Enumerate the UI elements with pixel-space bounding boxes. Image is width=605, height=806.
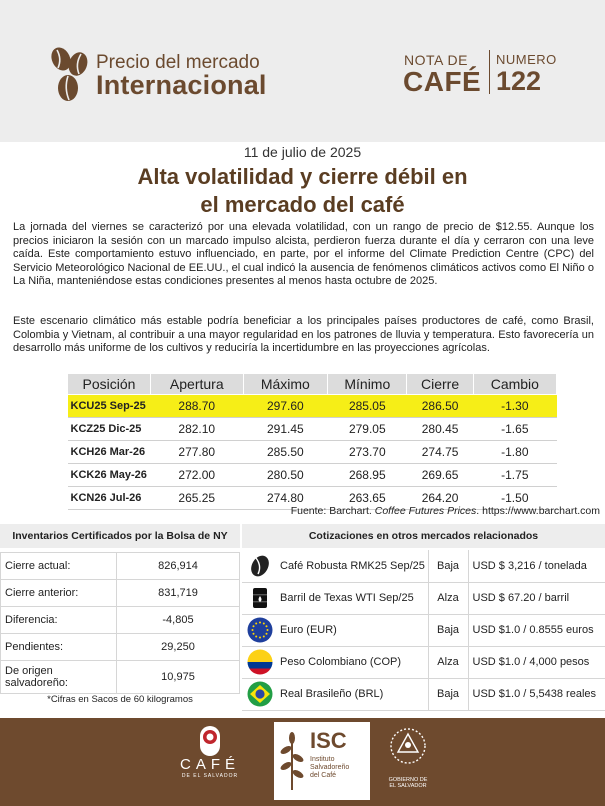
- price-table-header: [68, 374, 557, 395]
- change-cell: -1.75: [473, 464, 556, 487]
- close-cell: 274.75: [407, 441, 473, 464]
- table-row: [1, 580, 240, 607]
- inventories-table: [0, 552, 240, 694]
- close-cell: 264.20: [407, 487, 473, 510]
- source-citation: [0, 505, 600, 517]
- change-cell: -1.50: [473, 487, 556, 510]
- quote-value: USD $1.0 / 5,5438 reales: [468, 678, 605, 710]
- inventories-panel: [0, 524, 240, 718]
- isc-line3: del Café: [310, 772, 337, 779]
- isc-title: ISC: [310, 728, 347, 753]
- col-header: Cierre: [407, 374, 473, 395]
- oil-barrel-icon: [247, 585, 273, 611]
- isc-logo: [274, 722, 370, 800]
- source-prefix: Fuente: Barchart.: [290, 505, 375, 517]
- col-header: Máximo: [243, 374, 328, 395]
- isc-line2: Salvadoreño: [310, 764, 350, 771]
- col-header: Apertura: [151, 374, 244, 395]
- low-cell: 273.70: [328, 441, 407, 464]
- quote-name: Peso Colombiano (COP): [278, 646, 428, 678]
- inventory-value: 10,975: [117, 661, 240, 694]
- open-cell: 272.00: [151, 464, 244, 487]
- isc-subtitle: [310, 756, 349, 780]
- table-row: [242, 550, 605, 582]
- numero-label: NUMERO: [496, 52, 557, 67]
- coffee-plant-icon: [278, 730, 306, 792]
- table-row: [1, 661, 240, 694]
- footer-cafe-sub: DE EL SALVADOR: [181, 773, 239, 779]
- article-paragraph-2: Este escenario climático más estable podría beneficiar a los principales países productores de café, como Brasil, Colombia y Vietnam, al contribuir a una mayor regularidad en los patrones de lluvia y temperatura. Esto favorecería un desarrollo más uniforme de los cultivos y reduciría la incertidumbre en las proyecciones agrícolas.: [13, 315, 594, 354]
- close-cell: 280.45: [407, 418, 473, 441]
- quotes-table: [242, 550, 605, 711]
- headline-line1: Alta volatilidad y cierre débil en: [137, 164, 468, 189]
- header-banner: [0, 0, 605, 142]
- col-header: Mínimo: [328, 374, 407, 395]
- high-cell: 285.50: [243, 441, 328, 464]
- quote-direction: Baja: [428, 614, 468, 646]
- article-headline: [0, 163, 605, 219]
- gobierno-text: [378, 777, 438, 789]
- change-cell: -1.30: [473, 395, 556, 418]
- open-cell: 277.80: [151, 441, 244, 464]
- high-cell: 280.50: [243, 464, 328, 487]
- high-cell: 291.45: [243, 418, 328, 441]
- inventory-value: 29,250: [117, 634, 240, 661]
- brand-title-line1: Precio del mercado: [96, 52, 260, 73]
- coffee-beans-icon: [48, 46, 90, 104]
- national-seal-icon: [388, 724, 428, 770]
- quote-direction: Baja: [428, 550, 468, 582]
- low-cell: 263.65: [328, 487, 407, 510]
- source-url: . https://www.barchart.com: [476, 505, 600, 517]
- gob-line2: EL SALVADOR: [389, 783, 427, 789]
- quote-name: Barril de Texas WTI Sep/25: [278, 582, 428, 614]
- colombia-flag-icon: [247, 649, 273, 675]
- quote-value: USD $1.0 / 4,000 pesos: [468, 646, 605, 678]
- change-cell: -1.65: [473, 418, 556, 441]
- inventories-note: *Cifras en Sacos de 60 kilogramos: [47, 694, 193, 705]
- quote-value: USD $1.0 / 0.8555 euros: [468, 614, 605, 646]
- position-cell: KCZ25 Dic-25: [68, 418, 151, 441]
- coffee-bean-icon: [247, 553, 273, 579]
- quotes-panel: [242, 524, 605, 718]
- quotes-title: Cotizaciones en otros mercados relacionados: [242, 524, 605, 548]
- inventory-value: 831,719: [117, 580, 240, 607]
- position-cell: KCH26 Mar-26: [68, 441, 151, 464]
- quote-direction: Alza: [428, 646, 468, 678]
- nota-de-label: NOTA DE: [404, 52, 468, 68]
- col-header: Posición: [68, 374, 151, 395]
- inventory-value: -4,805: [117, 607, 240, 634]
- article-date: 11 de julio de 2025: [243, 144, 362, 160]
- quote-value: USD $ 67.20 / barril: [468, 582, 605, 614]
- footer: [0, 718, 605, 806]
- quote-direction: Alza: [428, 582, 468, 614]
- quote-name: Euro (EUR): [278, 614, 428, 646]
- quote-name: Real Brasileño (BRL): [278, 678, 428, 710]
- inventory-value: 826,914: [117, 553, 240, 580]
- low-cell: 279.05: [328, 418, 407, 441]
- table-row: [242, 678, 605, 710]
- table-row: [68, 395, 557, 418]
- cafe-label: CAFÉ: [403, 66, 482, 97]
- brazil-flag-icon: [247, 681, 273, 707]
- table-row: [68, 441, 557, 464]
- inventories-title: Inventarios Certificados por la Bolsa de NY: [0, 524, 240, 548]
- brand-title-line2: Internacional: [96, 70, 267, 100]
- source-title: Coffee Futures Prices: [374, 505, 477, 517]
- open-cell: 282.10: [151, 418, 244, 441]
- close-cell: 269.65: [407, 464, 473, 487]
- low-cell: 285.05: [328, 395, 407, 418]
- quote-direction: Baja: [428, 678, 468, 710]
- table-row: [1, 553, 240, 580]
- header-divider: [489, 50, 490, 94]
- table-row: [68, 418, 557, 441]
- headline-line2: el mercado del café: [200, 192, 405, 217]
- cafe-el-salvador-logo: [165, 724, 255, 779]
- table-row: [242, 614, 605, 646]
- inventory-label: Pendientes:: [1, 634, 117, 661]
- low-cell: 268.95: [328, 464, 407, 487]
- isc-line1: Instituto: [310, 756, 335, 763]
- high-cell: 297.60: [243, 395, 328, 418]
- quote-value: USD $ 3,216 / tonelada: [468, 550, 605, 582]
- table-row: [1, 634, 240, 661]
- close-cell: 286.50: [407, 395, 473, 418]
- footer-cafe-word: CAFÉ: [179, 756, 240, 773]
- coffee-cup-icon: [197, 724, 223, 758]
- table-row: [68, 464, 557, 487]
- eu-flag-icon: [247, 617, 273, 643]
- article-paragraph-1: La jornada del viernes se caracterizó por una elevada volatilidad, con un rango de precio de $12.55. Aunque los precios iniciaron la sesión con un marcado impulso alcista, perdieron fuerza durante el día y cerraron con una leve caída. Este comportamiento estuvo influenciado, en parte, por el informe del Climate Prediction Centre (CPC) del Servicio Meteorológico Nacional de EE.UU., el cual indicó la ausencia de fenómenos climáticos activos como El Niño o La Niña, manteniéndose estas condiciones presentes al menos hasta octubre de 2025.: [13, 221, 594, 287]
- issue-number: 122: [496, 66, 542, 96]
- inventory-label: Cierre actual:: [1, 553, 117, 580]
- inventory-label: Diferencia:: [1, 607, 117, 634]
- inventory-label: Cierre anterior:: [1, 580, 117, 607]
- table-row: [1, 607, 240, 634]
- gobierno-logo: [378, 724, 438, 789]
- quote-name: Café Robusta RMK25 Sep/25: [278, 550, 428, 582]
- high-cell: 274.80: [243, 487, 328, 510]
- position-cell: KCU25 Sep-25: [68, 395, 151, 418]
- open-cell: 288.70: [151, 395, 244, 418]
- open-cell: 265.25: [151, 487, 244, 510]
- futures-price-table: [67, 373, 557, 510]
- position-cell: KCK26 May-26: [68, 464, 151, 487]
- inventory-label: De origen salvadoreño:: [1, 661, 117, 694]
- table-row: [242, 646, 605, 678]
- gob-line1: GOBIERNO DE: [388, 777, 428, 783]
- position-cell: KCN26 Jul-26: [68, 487, 151, 510]
- col-header: Cambio: [473, 374, 556, 395]
- table-row: [242, 582, 605, 614]
- change-cell: -1.80: [473, 441, 556, 464]
